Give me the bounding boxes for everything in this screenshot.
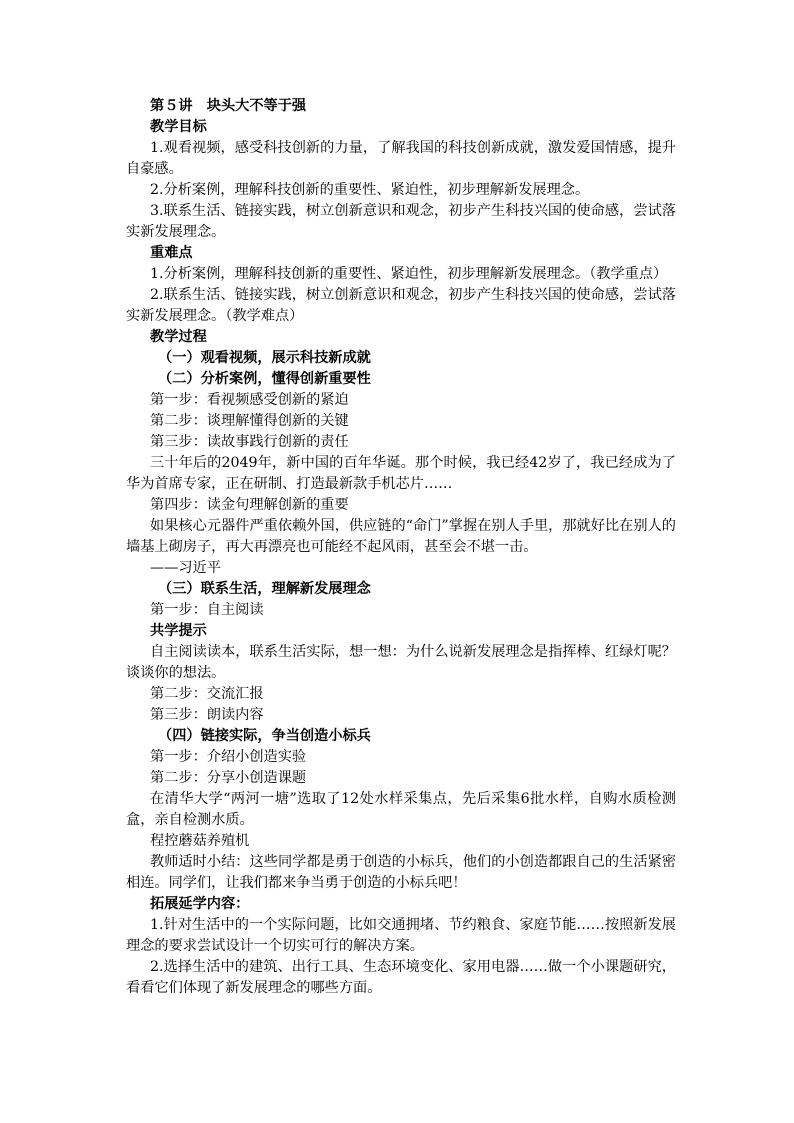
goal-item: 1.观看视频，感受科技创新的力量，了解我国的科技创新成就，激发爱国情感，提升自豪感。 <box>126 140 676 177</box>
step-item: 第四步：读金句理解创新的重要 <box>150 497 349 513</box>
heading-teaching-process: 教学过程 <box>150 329 207 345</box>
extension-item: 1.针对生活中的一个实际问题，比如交通拥堵、节约粮食、家庭节能……按照新发展理念的要求尝试设计一个切实可行的解决方案。 <box>126 917 676 954</box>
step-item: 第二步：分享小创造课题 <box>150 770 307 786</box>
quote-author: ——习近平 <box>150 560 221 576</box>
example-title: 程控蘑菇养殖机 <box>150 833 250 849</box>
heading-study-tips: 共学提示 <box>150 623 207 639</box>
section-heading-4: （四）链接实际，争当创造小标兵 <box>158 728 371 744</box>
story-paragraph: 三十年后的2049年，新中国的百年华诞。那个时候，我已经42岁了，我已经成为了华为首席专家，正在研制、打造最新款手机芯片…… <box>126 455 676 492</box>
step-item: 第一步：自主阅读 <box>150 602 264 618</box>
section-heading-1: （一）观看视频，展示科技新成就 <box>158 350 371 366</box>
key-point-item: 1.分析案例，理解科技创新的重要性、紧迫性，初步理解新发展理念。（教学重点） <box>150 266 668 282</box>
section-heading-3: （三）联系生活，理解新发展理念 <box>158 581 371 597</box>
heading-teaching-goals: 教学目标 <box>150 119 207 135</box>
document-page <box>126 96 676 999</box>
step-item: 第三步：朗读内容 <box>150 707 264 723</box>
goal-item: 2.分析案例，理解科技创新的重要性、紧迫性，初步理解新发展理念。 <box>150 182 590 198</box>
step-item: 第三步：读故事践行创新的责任 <box>150 434 349 450</box>
step-item: 第一步：介绍小创造实验 <box>150 749 307 765</box>
goal-item: 3.联系生活、链接实践，树立创新意识和观念，初步产生科技兴国的使命感，尝试落实新发展理念。 <box>126 203 676 240</box>
key-point-item: 2.联系生活、链接实践，树立创新意识和观念，初步产生科技兴国的使命感，尝试落实新发展理念。（教学难点） <box>126 287 676 324</box>
extension-item: 2.选择生活中的建筑、出行工具、生态环境变化、家用电器……做一个小课题研究，看看它们体现了新发展理念的哪些方面。 <box>126 959 676 996</box>
step-item: 第一步：看视频感受创新的紧迫 <box>150 392 349 408</box>
step-item: 第二步：谈理解懂得创新的关键 <box>150 413 349 429</box>
step-item: 第二步：交流汇报 <box>150 686 264 702</box>
section-heading-2: （二）分析案例，懂得创新重要性 <box>158 371 371 387</box>
example-paragraph: 在清华大学“两河一塘”选取了12处水样采集点，先后采集6批水样，自购水质检测盒，亲自检测水质。 <box>126 791 676 828</box>
quote-paragraph: 如果核心元器件严重依赖外国，供应链的“命门”掌握在别人手里，那就好比在别人的墙基上砌房子，再大再漂亮也可能经不起风雨，甚至会不堪一击。 <box>126 518 676 555</box>
heading-key-points: 重难点 <box>150 245 193 261</box>
summary-paragraph: 教师适时小结：这些同学都是勇于创造的小标兵，他们的小创造都跟自己的生活紧密相连。同学们，让我们都来争当勇于创造的小标兵吧！ <box>126 854 676 891</box>
lesson-title: 第５讲 块头大不等于强 <box>150 98 307 114</box>
heading-extension: 拓展延学内容： <box>150 896 250 912</box>
tips-paragraph: 自主阅读读本，联系生活实际，想一想：为什么说新发展理念是指挥棒、红绿灯呢？谈谈你的想法。 <box>126 644 676 681</box>
